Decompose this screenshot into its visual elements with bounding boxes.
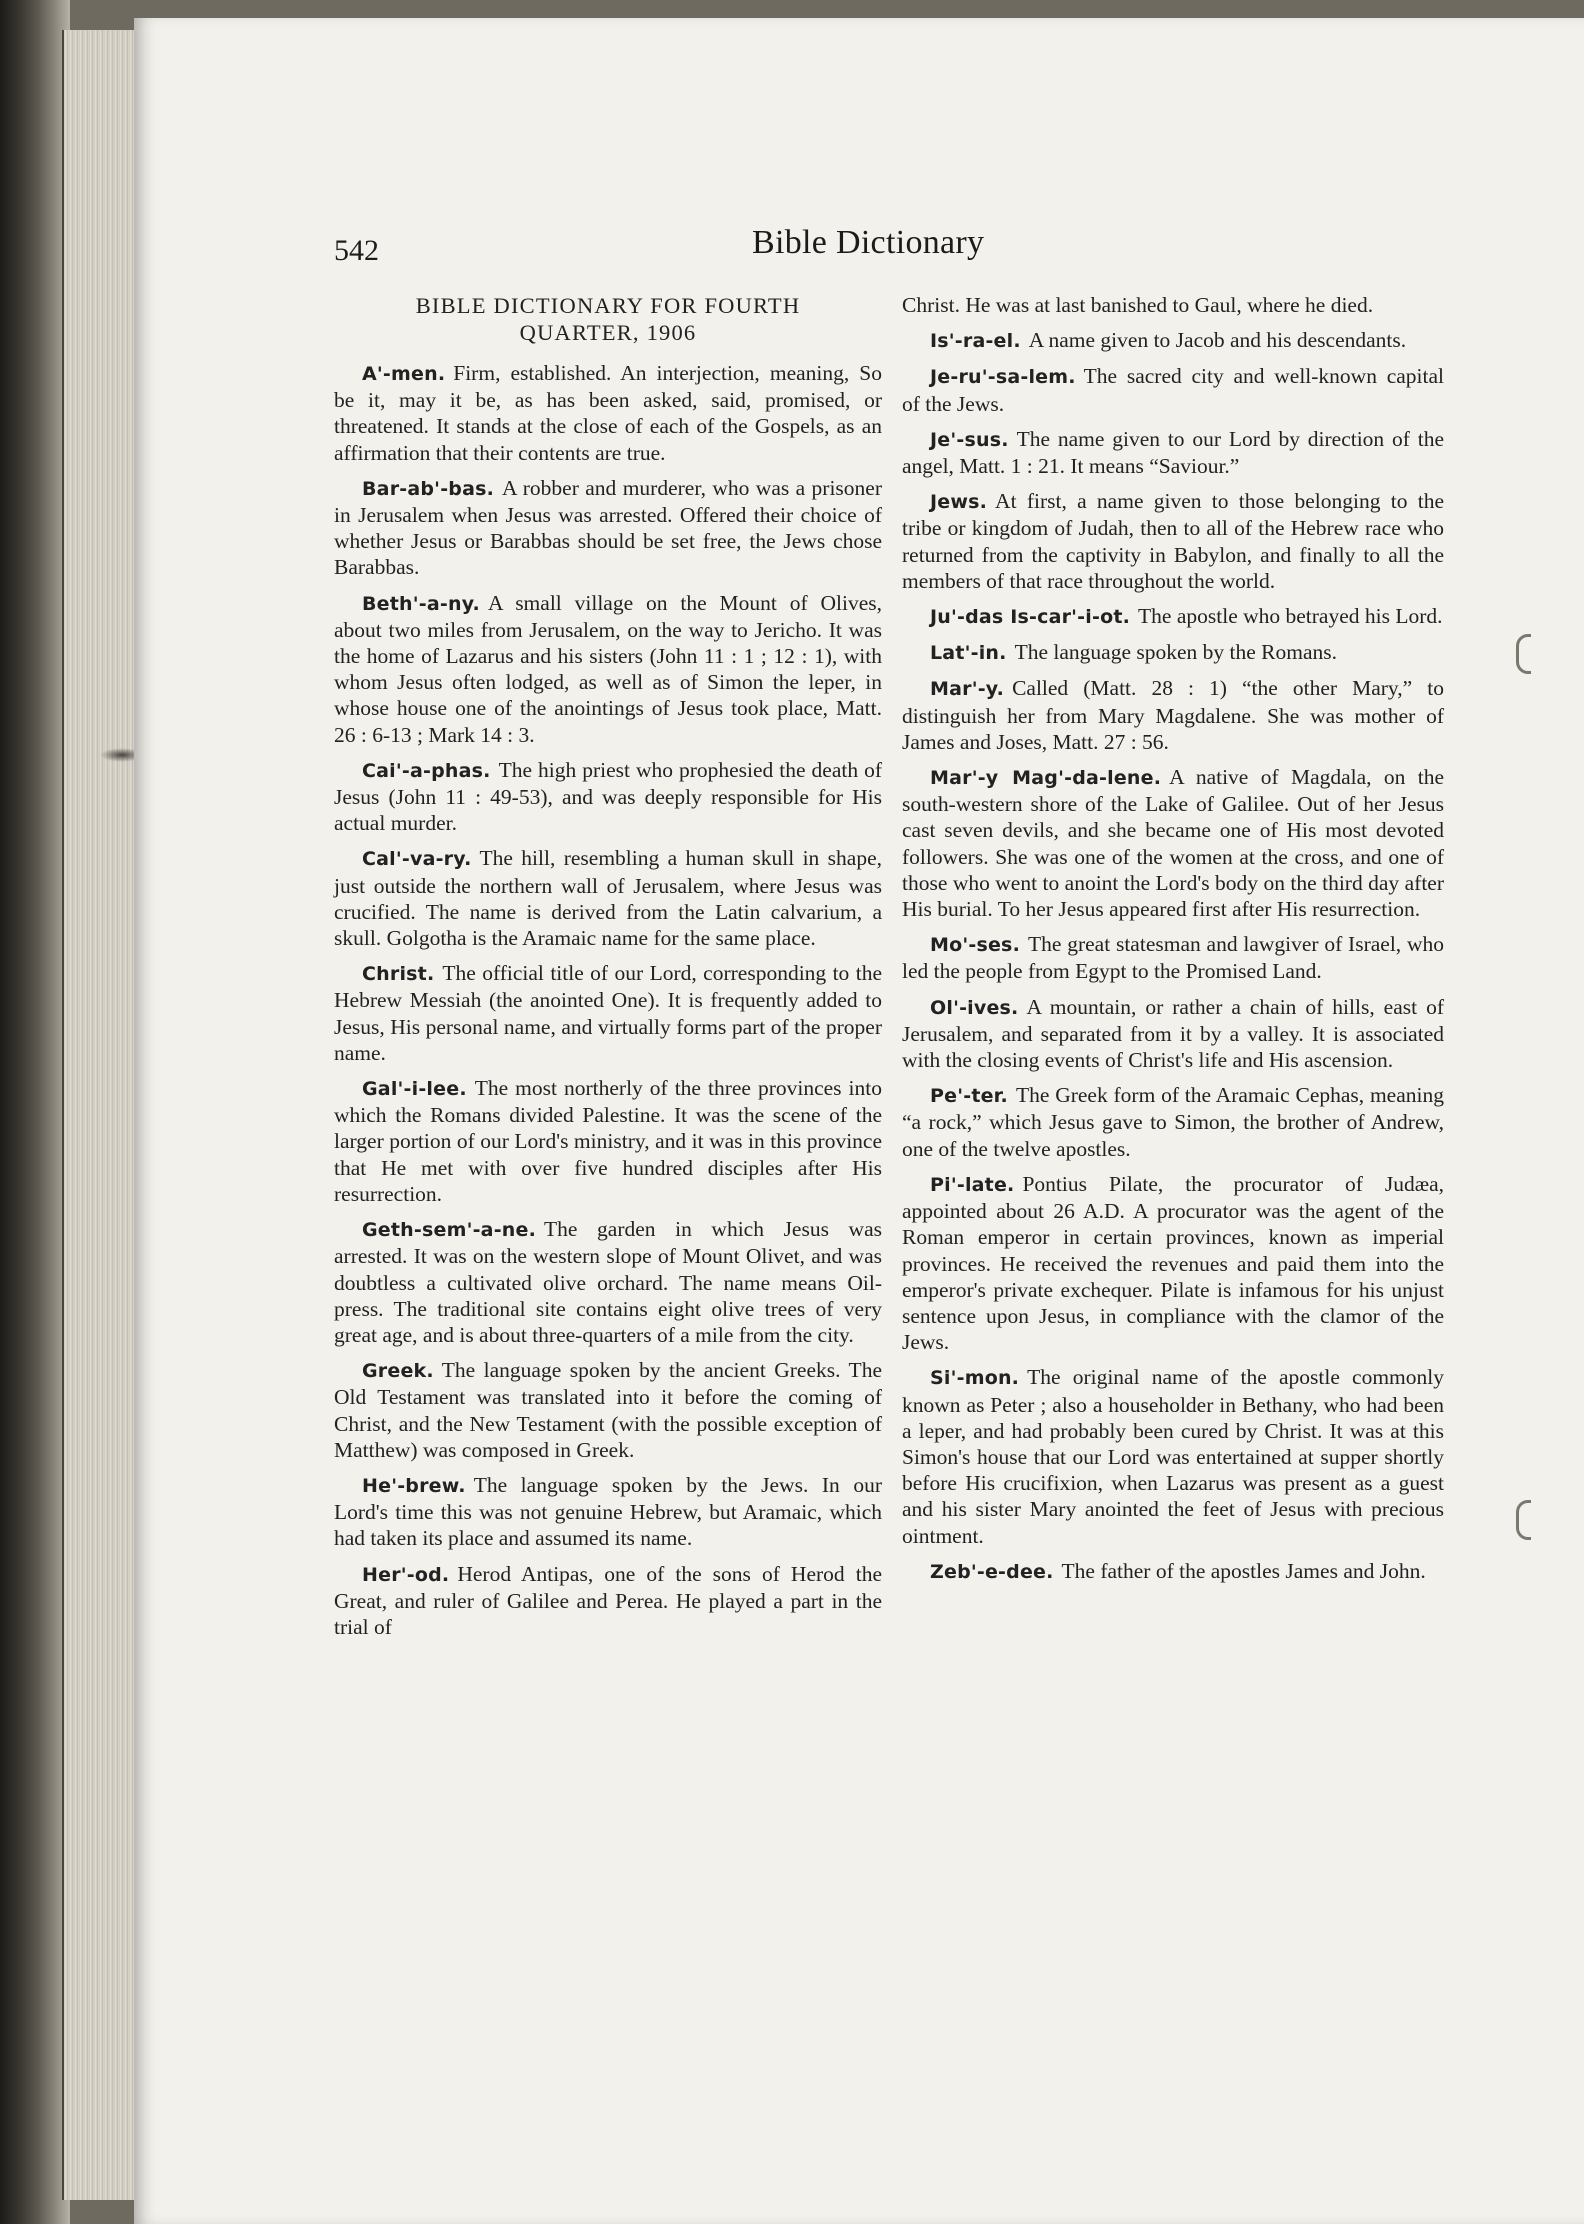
entry-headword: Geth-sem'-a-ne. bbox=[362, 1219, 537, 1242]
entry-definition: A small village on the Mount of Olives, about two miles from Jerusalem, on the way to Jericho. It was the home of Lazarus and his sisters (John 11 : 1 ; 12 : 1), with whom Jesus often lodged, as well as of Simon the leper, in whose house one of the anointings of Jesus took place, Matt. 26 : 6-13 ; Mark 14 : 3. bbox=[334, 590, 882, 747]
entry-headword: Christ. bbox=[362, 963, 435, 986]
dictionary-entry bbox=[334, 845, 882, 951]
running-title: Bible Dictionary bbox=[752, 224, 985, 261]
dictionary-entry bbox=[334, 1216, 882, 1348]
page-number: 542 bbox=[334, 234, 379, 267]
dictionary-entry bbox=[334, 1472, 882, 1552]
page-header bbox=[334, 224, 1444, 284]
entry-headword: Beth'-a-ny. bbox=[362, 592, 480, 615]
dictionary-entry bbox=[902, 764, 1444, 922]
entry-definition: The official title of our Lord, corresponding to the Hebrew Messiah (the anointed One). It is frequently added to Jesus, His personal name, and virtually forms part of the proper name. bbox=[334, 961, 882, 1065]
dictionary-entry bbox=[334, 360, 882, 466]
book-binding-edge bbox=[0, 0, 70, 2224]
left-entry-list bbox=[334, 360, 882, 1640]
entry-headword: Mar'-y Mag'-da-lene. bbox=[930, 767, 1162, 790]
entry-definition: At first, a name given to those belonging to the tribe or kingdom of Judah, then to all of the Hebrew race who returned from the captivity in Babylon, and finally to all the members of that race throughout the world. bbox=[902, 489, 1444, 593]
dictionary-entry bbox=[334, 1075, 882, 1207]
dictionary-entry bbox=[902, 639, 1444, 666]
dictionary-entry bbox=[902, 488, 1444, 594]
left-column bbox=[334, 292, 882, 1649]
section-title-line-2: QUARTER, 1906 bbox=[519, 320, 697, 345]
entry-headword: Si'-mon. bbox=[930, 1367, 1020, 1390]
entry-definition: A mountain, or rather a chain of hills, east of Jerusalem, and separated from it by a valley. It is associated with the closing events of Christ's life and His ascension. bbox=[902, 994, 1444, 1073]
entry-headword: Bar-ab'-bas. bbox=[362, 477, 495, 500]
entry-definition: The father of the apostles James and John. bbox=[1061, 1558, 1426, 1583]
entry-headword: A'-men. bbox=[362, 363, 446, 385]
entry-definition: The name given to our Lord by direction of the angel, Matt. 1 : 21. It means “Saviour.” bbox=[902, 426, 1444, 479]
dictionary-entry bbox=[334, 1561, 882, 1641]
right-entry-list bbox=[902, 327, 1444, 1585]
entry-definition: A robber and murderer, who was a prisoner in Jerusalem when Jesus was arrested. Offered their choice of whether Jesus or Barabbas should be set free, the Jews chose Barabbas. bbox=[334, 475, 882, 580]
dictionary-entry bbox=[334, 475, 882, 581]
entry-definition: The language spoken by the Romans. bbox=[1014, 640, 1338, 665]
dictionary-entry bbox=[334, 757, 882, 837]
entry-definition: A native of Magdala, on the south-western shore of the Lake of Galilee. Out of her Jesus cast seven devils, and she became one of His most devoted followers. She was one of the women at the cross, and one of those who went to anoint the Lord's body on the third day after His burial. To her Jesus appeared first after His resurrection. bbox=[902, 765, 1444, 922]
entry-definition: The high priest who prophesied the death of Jesus (John 11 : 49-53), and was deeply responsible for His actual murder. bbox=[334, 757, 882, 836]
entry-definition: Called (Matt. 28 : 1) “the other Mary,” to distinguish her from Mary Magdalene. She was mother of James and Joses, Matt. 27 : 56. bbox=[902, 676, 1444, 754]
entry-headword: Mo'-ses. bbox=[930, 934, 1020, 957]
dictionary-entry bbox=[902, 1082, 1444, 1162]
dictionary-entry bbox=[902, 1558, 1444, 1585]
dictionary-entry bbox=[902, 994, 1444, 1074]
entry-definition: A name given to Jacob and his descendants. bbox=[1028, 328, 1407, 353]
entry-headword: Mar'-y. bbox=[930, 678, 1005, 701]
binding-hole-mark-upper bbox=[1516, 634, 1531, 674]
entry-headword: Pe'-ter. bbox=[930, 1085, 1008, 1108]
entry-headword: Zeb'-e-dee. bbox=[930, 1560, 1054, 1583]
entry-headword: Is'-ra-el. bbox=[930, 330, 1021, 353]
continued-entry-text: Christ. He was at last banished to Gaul, where he died. bbox=[902, 293, 1374, 317]
entry-definition: The apostle who betrayed his Lord. bbox=[1138, 604, 1443, 629]
dictionary-entry bbox=[902, 327, 1444, 354]
entry-definition: The great statesman and lawgiver of Israel, who led the people from Egypt to the Promised Land. bbox=[902, 932, 1444, 984]
section-title bbox=[334, 292, 882, 346]
entry-headword: Cai'-a-phas. bbox=[362, 759, 491, 782]
dictionary-entry bbox=[902, 1364, 1444, 1548]
entry-headword: Ju'-das Is-car'-i-ot. bbox=[930, 606, 1131, 629]
section-title-line-1: BIBLE DICTIONARY FOR FOURTH bbox=[415, 293, 801, 318]
entry-headword: Cal'-va-ry. bbox=[362, 848, 472, 871]
entry-definition: The language spoken by the Jews. In our Lord's time this was not genuine Hebrew, but Aramaic, which had taken its place and assumed its name. bbox=[334, 1472, 882, 1551]
dictionary-entry bbox=[334, 590, 882, 748]
entry-definition: The most northerly of the three provinces into which the Romans divided Palestine. It was the scene of the larger portion of our Lord's ministry, and it was in this province that He met with over five hundred disciples after His resurrection. bbox=[334, 1076, 882, 1206]
entry-definition: Pontius Pilate, the procurator of Judæa, appointed about 26 A.D. A procurator was the agent of the Roman emperor in certain provinces, known as imperial provinces. He received the revenues and paid them into the emperor's private exchequer. Pilate is infamous for his unjust sentence upon Jesus, in compliance with the clamor of the Jews. bbox=[902, 1171, 1444, 1355]
entry-headword: Pi'-late. bbox=[930, 1173, 1015, 1196]
entry-definition: The language spoken by the ancient Greeks. The Old Testament was translated into it before the coming of Christ, and the New Testament (with the possible exception of Matthew) was composed in Greek. bbox=[334, 1358, 882, 1462]
dictionary-entry bbox=[902, 363, 1444, 416]
dictionary-entry bbox=[902, 426, 1444, 479]
dictionary-entry bbox=[902, 603, 1444, 630]
entry-headword: Ol'-ives. bbox=[930, 996, 1019, 1019]
dictionary-entry bbox=[334, 960, 882, 1066]
entry-headword: Je'-sus. bbox=[930, 428, 1009, 451]
entry-headword: Je-ru'-sa-lem. bbox=[930, 366, 1076, 389]
entry-definition: The original name of the apostle commonly known as Peter ; also a householder in Bethany, who had been a leper, and had probably been cured by Christ. It was at this Simon's house that our Lord was entertained at supper shortly before His crucifixion, when Lazarus was present as a guest and his sister Mary anointed the feet of Jesus with precious ointment. bbox=[902, 1365, 1444, 1548]
page-stack-edge bbox=[62, 30, 140, 2200]
dictionary-entry bbox=[902, 675, 1444, 755]
entry-definition: Herod Antipas, one of the sons of Herod the Great, and ruler of Galilee and Perea. He played a part in the trial of bbox=[334, 1561, 882, 1639]
dictionary-entry bbox=[902, 931, 1444, 984]
entry-definition: Firm, established. An interjection, meaning, So be it, may it be, as has been asked, said, promised, or threatened. It stands at the close of each of the Gospels, as an affirmation that their contents are true. bbox=[334, 361, 882, 465]
entry-definition: The Greek form of the Aramaic Cephas, meaning “a rock,” which Jesus gave to Simon, the brother of Andrew, one of the twelve apostles. bbox=[902, 1083, 1444, 1161]
entry-headword: Jews. bbox=[930, 491, 988, 514]
entry-definition: The hill, resembling a human skull in shape, just outside the northern wall of Jerusalem, where Jesus was crucified. The name is derived from the Latin calvarium, a skull. Golgotha is the Aramaic name for the same place. bbox=[334, 846, 882, 951]
entry-headword: Lat'-in. bbox=[930, 642, 1007, 665]
dictionary-entry bbox=[902, 1171, 1444, 1355]
entry-definition: The sacred city and well-known capital of the Jews. bbox=[902, 364, 1444, 416]
right-column bbox=[902, 292, 1444, 1594]
entry-definition: The garden in which Jesus was arrested. It was on the western slope of Mount Olivet, and was doubtless a cultivated olive orchard. The name means Oil-press. The traditional site contains eight olive trees of very great age, and is about three-quarters of a mile from the city. bbox=[334, 1217, 882, 1347]
entry-headword: Gal'-i-lee. bbox=[362, 1078, 467, 1101]
entry-headword: Greek. bbox=[362, 1360, 434, 1383]
dictionary-entry bbox=[334, 1357, 882, 1463]
entry-headword: He'-brew. bbox=[362, 1474, 466, 1497]
entry-headword: Her'-od. bbox=[362, 1563, 450, 1586]
binding-hole-mark-lower bbox=[1516, 1500, 1531, 1540]
